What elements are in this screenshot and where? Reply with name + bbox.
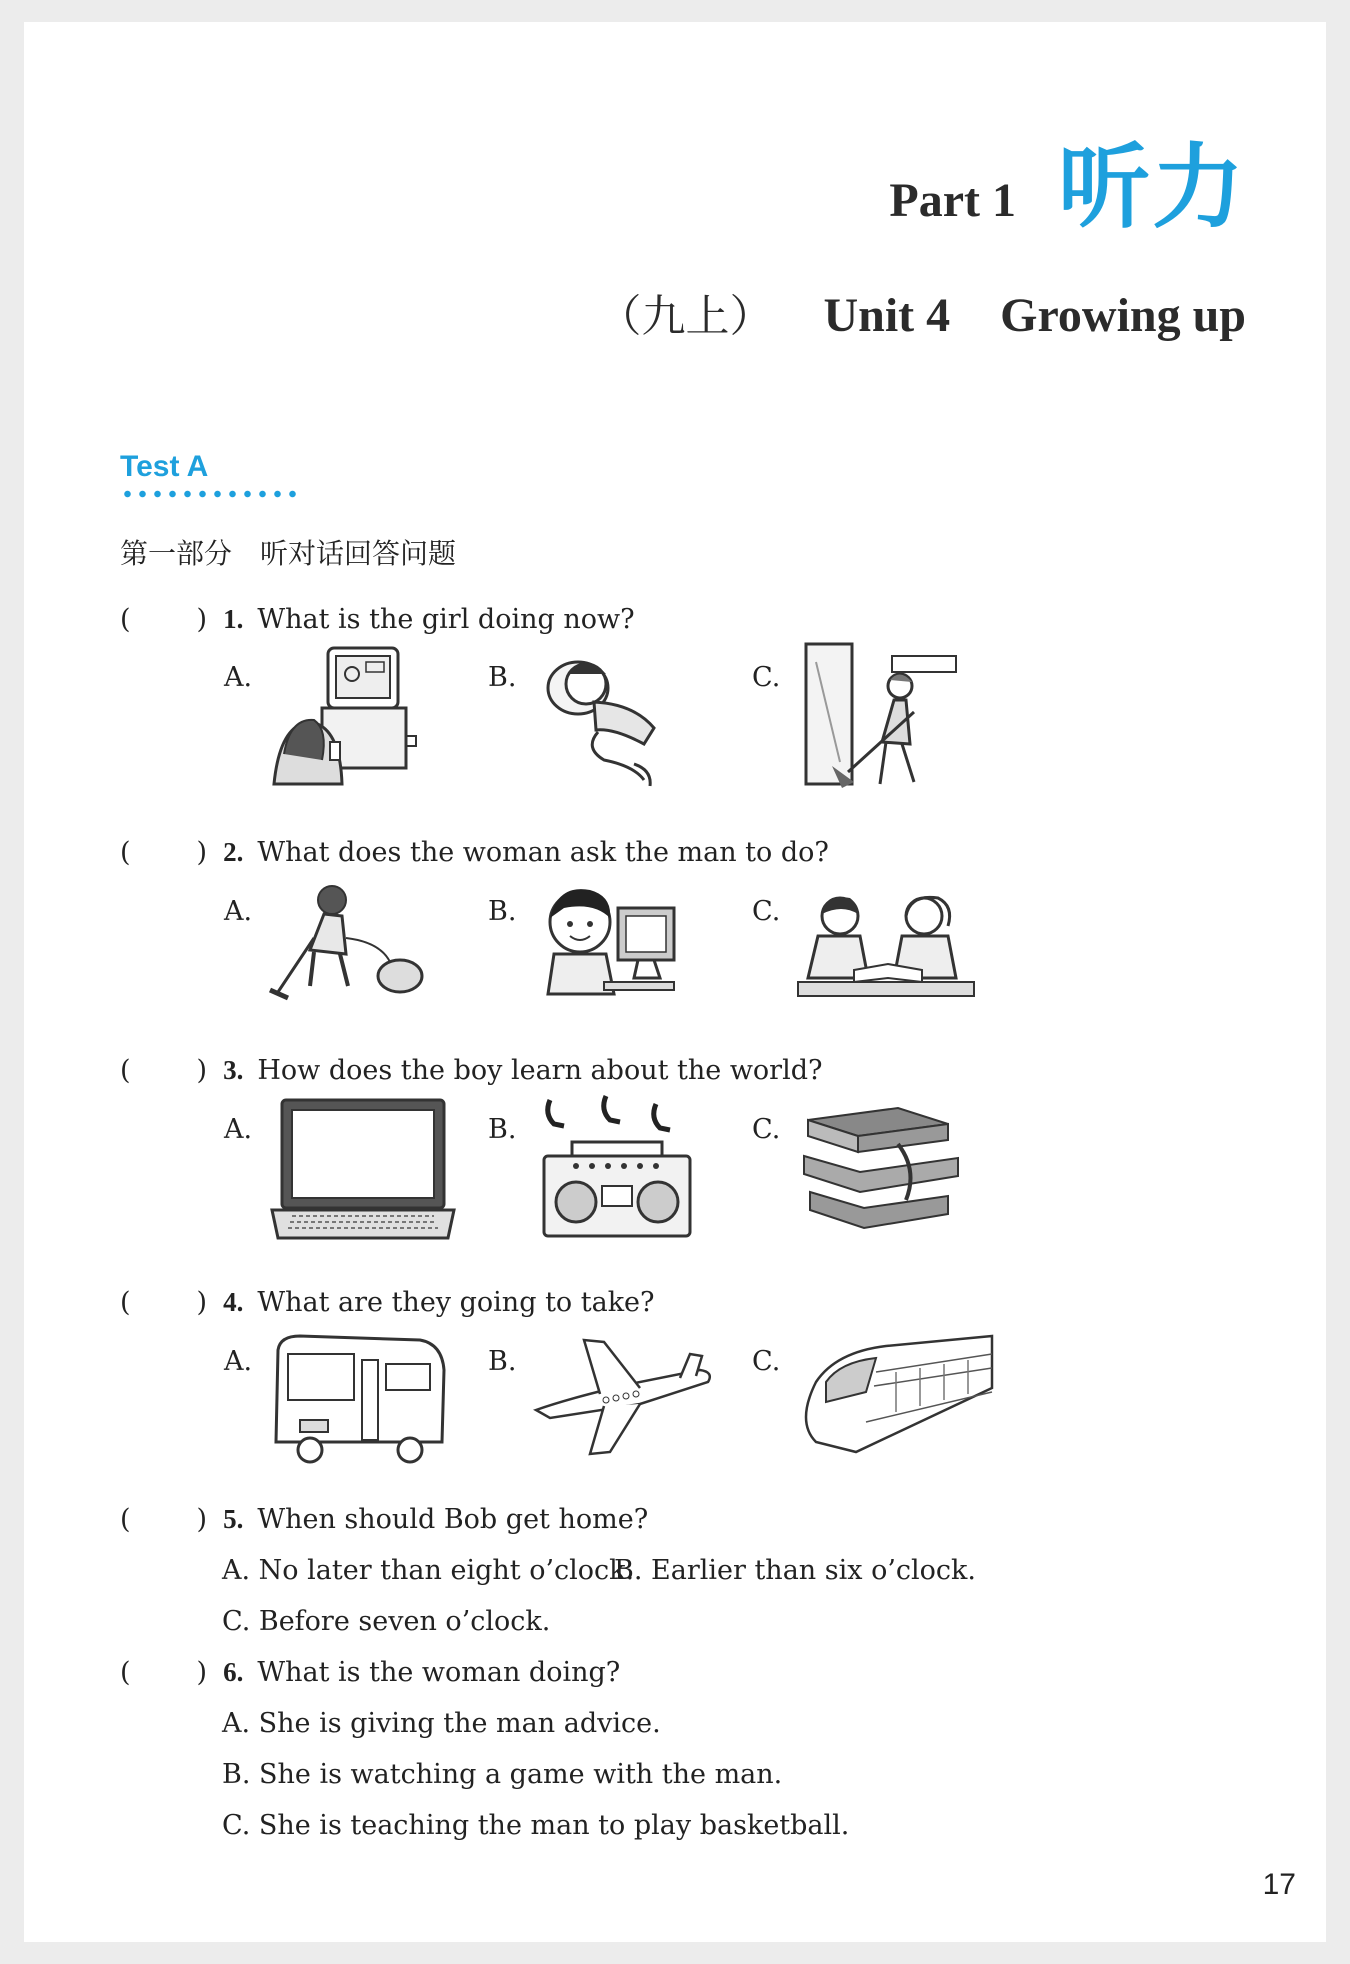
question-number: 2. <box>223 837 244 867</box>
question-number: 5. <box>223 1504 244 1534</box>
girl-sleeping-illustration <box>534 644 674 794</box>
dotted-underline <box>120 490 300 498</box>
answer-paren-right: ) <box>196 604 208 635</box>
part-heading <box>889 134 1246 241</box>
part-label: Part 1 <box>889 174 1016 227</box>
question-text: What is the girl doing now? <box>257 604 635 635</box>
radio-cassette-player-illustration <box>536 1094 696 1244</box>
airplane-illustration <box>530 1334 720 1464</box>
option-b: B. She is watching a game with the man. <box>222 1759 783 1790</box>
unit-title: Growing up <box>1000 289 1246 342</box>
unit-label: Unit 4 <box>823 289 951 342</box>
part-title-chinese: 听力 <box>1057 134 1246 241</box>
boy-vacuuming-illustration <box>270 882 430 1002</box>
option-b-label: B. <box>488 1114 517 1145</box>
question-number: 1. <box>223 604 244 634</box>
question-5 <box>120 1504 648 1535</box>
question-number: 4. <box>223 1287 244 1317</box>
answer-paren-left: ( <box>120 1287 131 1318</box>
option-c-label: C. <box>752 662 781 693</box>
option-a-label: A. <box>224 896 253 927</box>
question-text: What are they going to take? <box>257 1287 655 1318</box>
section-title: 第一部分 听对话回答问题 <box>120 537 457 570</box>
question-number: 3. <box>223 1055 244 1085</box>
option-a-label: A. <box>224 1114 253 1145</box>
answer-paren-right: ) <box>196 1504 208 1535</box>
option-b: B. Earlier than six o’clock. <box>614 1555 976 1586</box>
option-c-label: C. <box>752 1114 781 1145</box>
high-speed-train-illustration <box>796 1332 996 1472</box>
question-text: What does the woman ask the man to do? <box>257 837 829 868</box>
option-b-label: B. <box>488 662 517 693</box>
bus-illustration <box>270 1330 450 1470</box>
question-number: 6. <box>223 1657 244 1687</box>
question-2 <box>120 837 829 868</box>
boy-using-computer-illustration <box>534 878 684 1008</box>
question-text: How does the boy learn about the world? <box>257 1055 823 1086</box>
option-c: C. Before seven o’clock. <box>222 1606 551 1637</box>
children-reading-book-illustration <box>798 886 978 1006</box>
question-4 <box>120 1287 655 1318</box>
option-a: A. No later than eight o’clock. <box>222 1555 635 1586</box>
laptop-illustration <box>268 1096 458 1246</box>
answer-paren-left: ( <box>120 604 131 635</box>
answer-paren-right: ) <box>196 1055 208 1086</box>
unit-heading <box>597 280 1246 344</box>
test-title: Test A <box>120 450 209 483</box>
girl-watching-tv-illustration <box>270 644 430 794</box>
answer-paren-left: ( <box>120 1504 131 1535</box>
answer-paren-left: ( <box>120 837 131 868</box>
girl-sweeping-floor-illustration <box>802 642 962 792</box>
question-text: When should Bob get home? <box>257 1504 649 1535</box>
option-c-label: C. <box>752 1346 781 1377</box>
answer-paren-right: ) <box>196 1287 208 1318</box>
option-a-label: A. <box>224 662 253 693</box>
answer-paren-right: ) <box>196 837 208 868</box>
question-text: What is the woman doing? <box>257 1657 621 1688</box>
page-number: 17 <box>1262 1868 1296 1901</box>
answer-paren-left: ( <box>120 1055 131 1086</box>
option-b-label: B. <box>488 896 517 927</box>
option-a-label: A. <box>224 1346 253 1377</box>
question-6 <box>120 1657 620 1688</box>
question-3 <box>120 1055 823 1086</box>
grade-label: （九上） <box>597 291 774 342</box>
stack-of-books-illustration <box>798 1100 968 1250</box>
worksheet-page <box>24 22 1326 1942</box>
option-c: C. She is teaching the man to play basketball. <box>222 1810 850 1841</box>
answer-paren-left: ( <box>120 1657 131 1688</box>
answer-paren-right: ) <box>196 1657 208 1688</box>
option-a: A. She is giving the man advice. <box>222 1708 661 1739</box>
option-b-label: B. <box>488 1346 517 1377</box>
option-c-label: C. <box>752 896 781 927</box>
question-1 <box>120 604 635 635</box>
